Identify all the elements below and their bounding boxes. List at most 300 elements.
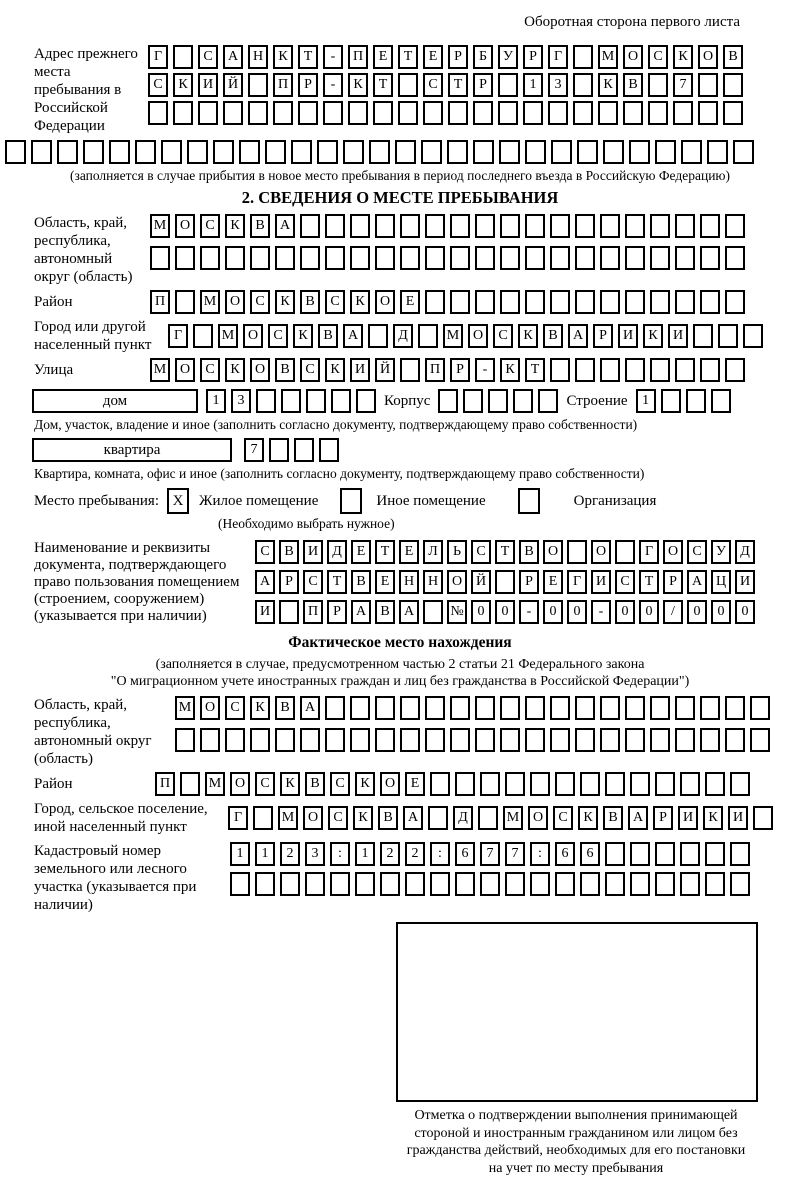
form-cell[interactable]: К <box>578 806 598 830</box>
form-cell[interactable] <box>625 214 645 238</box>
form-cell[interactable] <box>300 728 320 752</box>
form-cell[interactable]: Т <box>525 358 545 382</box>
form-cell[interactable] <box>375 696 395 720</box>
form-cell[interactable] <box>213 140 234 164</box>
form-cell[interactable]: 7 <box>505 842 525 866</box>
form-cell[interactable] <box>398 101 418 125</box>
form-cell[interactable]: Р <box>653 806 673 830</box>
form-cell[interactable]: О <box>380 772 400 796</box>
form-cell[interactable]: С <box>553 806 573 830</box>
form-cell[interactable] <box>300 246 320 270</box>
form-cell[interactable] <box>630 842 650 866</box>
form-cell[interactable]: У <box>711 540 731 564</box>
form-cell[interactable] <box>150 246 170 270</box>
form-cell[interactable]: Т <box>495 540 515 564</box>
form-cell[interactable] <box>330 872 350 896</box>
form-cell[interactable]: О <box>225 290 245 314</box>
form-cell[interactable] <box>317 140 338 164</box>
form-cell[interactable]: И <box>618 324 638 348</box>
form-cell[interactable] <box>650 246 670 270</box>
form-cell[interactable] <box>423 101 443 125</box>
form-cell[interactable]: 0 <box>687 600 707 624</box>
form-cell[interactable]: И <box>198 73 218 97</box>
form-cell[interactable] <box>248 73 268 97</box>
form-cell[interactable] <box>281 389 301 413</box>
form-cell[interactable]: М <box>278 806 298 830</box>
form-cell[interactable] <box>405 872 425 896</box>
form-cell[interactable]: Н <box>423 570 443 594</box>
form-cell[interactable]: - <box>519 600 539 624</box>
form-cell[interactable] <box>577 140 598 164</box>
form-cell[interactable] <box>180 772 200 796</box>
form-cell[interactable]: А <box>300 696 320 720</box>
form-cell[interactable]: К <box>500 358 520 382</box>
form-cell[interactable]: Р <box>279 570 299 594</box>
form-cell[interactable] <box>400 246 420 270</box>
form-cell[interactable]: Г <box>168 324 188 348</box>
form-cell[interactable]: С <box>328 806 348 830</box>
form-cell[interactable] <box>573 45 593 69</box>
form-cell[interactable] <box>498 101 518 125</box>
form-cell[interactable]: О <box>623 45 643 69</box>
form-cell[interactable] <box>680 772 700 796</box>
form-cell[interactable]: С <box>255 772 275 796</box>
form-cell[interactable] <box>500 246 520 270</box>
form-cell[interactable]: К <box>173 73 193 97</box>
form-cell[interactable]: В <box>519 540 539 564</box>
form-cell[interactable] <box>275 246 295 270</box>
form-cell[interactable]: Д <box>327 540 347 564</box>
form-cell[interactable]: М <box>205 772 225 796</box>
form-cell[interactable] <box>673 101 693 125</box>
form-cell[interactable]: А <box>628 806 648 830</box>
form-cell[interactable]: 0 <box>711 600 731 624</box>
form-cell[interactable]: О <box>375 290 395 314</box>
form-cell[interactable] <box>83 140 104 164</box>
form-cell[interactable]: М <box>200 290 220 314</box>
form-cell[interactable]: Р <box>519 570 539 594</box>
form-cell[interactable]: О <box>243 324 263 348</box>
form-cell[interactable] <box>319 438 339 462</box>
form-cell[interactable] <box>500 728 520 752</box>
form-cell[interactable] <box>423 600 443 624</box>
form-cell[interactable] <box>675 358 695 382</box>
form-cell[interactable] <box>369 140 390 164</box>
form-cell[interactable]: К <box>273 45 293 69</box>
form-cell[interactable] <box>500 696 520 720</box>
form-cell[interactable] <box>300 214 320 238</box>
form-cell[interactable]: П <box>303 600 323 624</box>
form-cell[interactable]: № <box>447 600 467 624</box>
form-cell[interactable] <box>680 842 700 866</box>
form-cell[interactable] <box>555 772 575 796</box>
form-cell[interactable]: О <box>230 772 250 796</box>
form-cell[interactable] <box>400 728 420 752</box>
form-cell[interactable]: Т <box>373 73 393 97</box>
form-cell[interactable] <box>368 324 388 348</box>
form-cell[interactable]: Г <box>567 570 587 594</box>
form-cell[interactable]: И <box>350 358 370 382</box>
form-cell[interactable]: В <box>275 358 295 382</box>
form-cell[interactable]: В <box>623 73 643 97</box>
form-cell[interactable] <box>681 140 702 164</box>
form-cell[interactable]: Т <box>298 45 318 69</box>
form-cell[interactable]: Д <box>453 806 473 830</box>
form-cell[interactable]: Б <box>473 45 493 69</box>
form-cell[interactable]: : <box>530 842 550 866</box>
form-cell[interactable] <box>707 140 728 164</box>
form-cell[interactable] <box>523 101 543 125</box>
form-cell[interactable] <box>550 728 570 752</box>
form-cell[interactable]: К <box>598 73 618 97</box>
form-cell[interactable]: О <box>447 570 467 594</box>
form-cell[interactable] <box>575 214 595 238</box>
form-cell[interactable]: Е <box>400 290 420 314</box>
form-cell[interactable] <box>550 290 570 314</box>
form-cell[interactable] <box>198 101 218 125</box>
form-cell[interactable] <box>425 214 445 238</box>
form-cell[interactable] <box>650 696 670 720</box>
form-cell[interactable] <box>600 214 620 238</box>
form-cell[interactable] <box>650 358 670 382</box>
form-cell[interactable] <box>723 73 743 97</box>
form-cell[interactable]: О <box>250 358 270 382</box>
form-cell[interactable] <box>505 772 525 796</box>
form-cell[interactable] <box>700 358 720 382</box>
form-cell[interactable] <box>580 872 600 896</box>
form-cell[interactable] <box>475 214 495 238</box>
form-cell[interactable]: / <box>663 600 683 624</box>
form-cell[interactable]: О <box>591 540 611 564</box>
form-cell[interactable] <box>350 246 370 270</box>
form-cell[interactable] <box>550 214 570 238</box>
form-cell[interactable] <box>725 696 745 720</box>
form-cell[interactable] <box>675 728 695 752</box>
form-cell[interactable]: Т <box>327 570 347 594</box>
form-cell[interactable] <box>398 73 418 97</box>
form-cell[interactable] <box>625 290 645 314</box>
form-cell[interactable]: Е <box>351 540 371 564</box>
form-cell[interactable] <box>750 728 770 752</box>
form-cell[interactable] <box>725 214 745 238</box>
form-cell[interactable] <box>425 696 445 720</box>
form-cell[interactable] <box>400 358 420 382</box>
form-cell[interactable]: И <box>735 570 755 594</box>
form-cell[interactable]: К <box>643 324 663 348</box>
form-cell[interactable] <box>655 842 675 866</box>
form-cell[interactable] <box>450 290 470 314</box>
form-cell[interactable] <box>498 73 518 97</box>
form-cell[interactable] <box>600 358 620 382</box>
form-cell[interactable] <box>573 73 593 97</box>
form-cell[interactable]: А <box>343 324 363 348</box>
form-cell[interactable] <box>223 101 243 125</box>
form-cell[interactable]: С <box>471 540 491 564</box>
form-cell[interactable] <box>373 101 393 125</box>
form-cell[interactable]: 6 <box>555 842 575 866</box>
form-cell[interactable] <box>700 246 720 270</box>
form-cell[interactable] <box>355 872 375 896</box>
form-cell[interactable] <box>630 872 650 896</box>
form-cell[interactable]: В <box>351 570 371 594</box>
form-cell[interactable]: Е <box>375 570 395 594</box>
form-cell[interactable]: В <box>378 806 398 830</box>
form-cell[interactable] <box>425 290 445 314</box>
form-cell[interactable]: О <box>468 324 488 348</box>
form-cell[interactable] <box>298 101 318 125</box>
form-cell[interactable]: - <box>323 73 343 97</box>
form-cell[interactable]: О <box>543 540 563 564</box>
form-cell[interactable] <box>5 140 26 164</box>
form-cell[interactable]: 2 <box>280 842 300 866</box>
form-cell[interactable]: К <box>225 214 245 238</box>
form-cell[interactable]: 1 <box>523 73 543 97</box>
form-cell[interactable] <box>573 101 593 125</box>
form-cell[interactable]: Ь <box>447 540 467 564</box>
form-cell[interactable] <box>629 140 650 164</box>
form-cell[interactable] <box>625 728 645 752</box>
form-cell[interactable]: К <box>673 45 693 69</box>
residential-checkbox[interactable]: X <box>167 488 189 514</box>
form-cell[interactable]: Г <box>148 45 168 69</box>
form-cell[interactable]: П <box>150 290 170 314</box>
form-cell[interactable] <box>475 290 495 314</box>
form-cell[interactable]: М <box>150 358 170 382</box>
form-cell[interactable] <box>256 389 276 413</box>
form-cell[interactable]: К <box>518 324 538 348</box>
form-cell[interactable]: В <box>279 540 299 564</box>
form-cell[interactable] <box>575 290 595 314</box>
form-cell[interactable]: Г <box>639 540 659 564</box>
form-cell[interactable]: - <box>323 45 343 69</box>
form-cell[interactable] <box>175 246 195 270</box>
form-cell[interactable] <box>686 389 706 413</box>
form-cell[interactable]: Л <box>423 540 443 564</box>
form-cell[interactable] <box>700 696 720 720</box>
form-cell[interactable]: Н <box>399 570 419 594</box>
form-cell[interactable] <box>488 389 508 413</box>
form-cell[interactable]: 6 <box>455 842 475 866</box>
form-cell[interactable]: 1 <box>230 842 250 866</box>
form-cell[interactable]: 0 <box>639 600 659 624</box>
form-cell[interactable]: С <box>325 290 345 314</box>
form-cell[interactable] <box>473 101 493 125</box>
form-cell[interactable] <box>600 246 620 270</box>
form-cell[interactable] <box>575 728 595 752</box>
form-cell[interactable]: 6 <box>580 842 600 866</box>
form-cell[interactable] <box>225 246 245 270</box>
form-cell[interactable] <box>428 806 448 830</box>
form-cell[interactable]: В <box>723 45 743 69</box>
form-cell[interactable]: С <box>255 540 275 564</box>
form-cell[interactable] <box>343 140 364 164</box>
form-cell[interactable] <box>555 872 575 896</box>
form-cell[interactable] <box>250 246 270 270</box>
form-cell[interactable] <box>57 140 78 164</box>
form-cell[interactable]: Т <box>448 73 468 97</box>
form-cell[interactable] <box>463 389 483 413</box>
form-cell[interactable]: 3 <box>231 389 251 413</box>
form-cell[interactable] <box>615 540 635 564</box>
form-cell[interactable]: М <box>218 324 238 348</box>
form-cell[interactable] <box>480 872 500 896</box>
form-cell[interactable] <box>173 101 193 125</box>
form-cell[interactable] <box>438 389 458 413</box>
form-cell[interactable] <box>430 872 450 896</box>
form-cell[interactable]: Г <box>548 45 568 69</box>
form-cell[interactable] <box>530 872 550 896</box>
form-cell[interactable] <box>475 696 495 720</box>
form-cell[interactable]: М <box>150 214 170 238</box>
form-cell[interactable]: С <box>423 73 443 97</box>
form-cell[interactable]: М <box>175 696 195 720</box>
form-cell[interactable] <box>575 358 595 382</box>
form-cell[interactable]: - <box>591 600 611 624</box>
form-cell[interactable]: Й <box>471 570 491 594</box>
form-cell[interactable] <box>705 842 725 866</box>
form-cell[interactable] <box>193 324 213 348</box>
form-cell[interactable] <box>306 389 326 413</box>
form-cell[interactable] <box>380 872 400 896</box>
form-cell[interactable] <box>525 728 545 752</box>
form-cell[interactable] <box>325 728 345 752</box>
form-cell[interactable] <box>711 389 731 413</box>
form-cell[interactable] <box>753 806 773 830</box>
form-cell[interactable] <box>548 101 568 125</box>
form-cell[interactable] <box>725 358 745 382</box>
form-cell[interactable]: Е <box>373 45 393 69</box>
form-cell[interactable] <box>350 728 370 752</box>
form-cell[interactable] <box>395 140 416 164</box>
form-cell[interactable] <box>567 540 587 564</box>
form-cell[interactable] <box>661 389 681 413</box>
form-cell[interactable] <box>538 389 558 413</box>
form-cell[interactable] <box>550 246 570 270</box>
form-cell[interactable]: С <box>648 45 668 69</box>
form-cell[interactable] <box>480 772 500 796</box>
form-cell[interactable] <box>730 842 750 866</box>
form-cell[interactable]: 0 <box>735 600 755 624</box>
form-cell[interactable] <box>600 290 620 314</box>
form-cell[interactable]: А <box>351 600 371 624</box>
form-cell[interactable]: А <box>255 570 275 594</box>
form-cell[interactable] <box>730 872 750 896</box>
form-cell[interactable] <box>325 696 345 720</box>
form-cell[interactable]: Р <box>663 570 683 594</box>
form-cell[interactable]: Г <box>228 806 248 830</box>
form-cell[interactable] <box>730 772 750 796</box>
form-cell[interactable] <box>200 728 220 752</box>
form-cell[interactable]: : <box>430 842 450 866</box>
form-cell[interactable]: 2 <box>405 842 425 866</box>
form-cell[interactable] <box>725 246 745 270</box>
form-cell[interactable]: Р <box>448 45 468 69</box>
form-cell[interactable] <box>448 101 468 125</box>
form-cell[interactable] <box>269 438 289 462</box>
form-cell[interactable]: Т <box>398 45 418 69</box>
form-cell[interactable]: С <box>303 570 323 594</box>
form-cell[interactable]: И <box>678 806 698 830</box>
form-cell[interactable] <box>623 101 643 125</box>
form-cell[interactable]: Р <box>473 73 493 97</box>
form-cell[interactable] <box>273 101 293 125</box>
form-cell[interactable]: К <box>348 73 368 97</box>
form-cell[interactable]: В <box>375 600 395 624</box>
form-cell[interactable] <box>291 140 312 164</box>
form-cell[interactable]: Е <box>405 772 425 796</box>
form-cell[interactable] <box>700 290 720 314</box>
form-cell[interactable] <box>718 324 738 348</box>
form-cell[interactable]: И <box>255 600 275 624</box>
form-cell[interactable]: Е <box>423 45 443 69</box>
form-cell[interactable]: В <box>250 214 270 238</box>
form-cell[interactable] <box>323 101 343 125</box>
form-cell[interactable] <box>700 214 720 238</box>
form-cell[interactable] <box>400 214 420 238</box>
form-cell[interactable] <box>525 140 546 164</box>
form-cell[interactable] <box>250 728 270 752</box>
form-cell[interactable]: 1 <box>355 842 375 866</box>
form-cell[interactable] <box>675 696 695 720</box>
form-cell[interactable] <box>598 101 618 125</box>
organization-checkbox[interactable] <box>518 488 540 514</box>
form-cell[interactable] <box>248 101 268 125</box>
form-cell[interactable]: С <box>300 358 320 382</box>
form-cell[interactable] <box>675 246 695 270</box>
form-cell[interactable] <box>525 290 545 314</box>
form-cell[interactable]: Д <box>735 540 755 564</box>
form-cell[interactable]: - <box>475 358 495 382</box>
form-cell[interactable]: Р <box>523 45 543 69</box>
form-cell[interactable] <box>655 872 675 896</box>
form-cell[interactable] <box>375 246 395 270</box>
form-cell[interactable] <box>625 696 645 720</box>
form-cell[interactable] <box>425 728 445 752</box>
form-cell[interactable] <box>550 696 570 720</box>
form-cell[interactable] <box>698 73 718 97</box>
form-cell[interactable]: С <box>493 324 513 348</box>
form-cell[interactable]: 3 <box>305 842 325 866</box>
form-cell[interactable]: О <box>528 806 548 830</box>
form-cell[interactable]: С <box>615 570 635 594</box>
form-cell[interactable] <box>655 140 676 164</box>
form-cell[interactable]: А <box>568 324 588 348</box>
form-cell[interactable]: С <box>200 358 220 382</box>
form-cell[interactable]: С <box>225 696 245 720</box>
form-cell[interactable] <box>650 728 670 752</box>
form-cell[interactable]: К <box>350 290 370 314</box>
form-cell[interactable] <box>625 246 645 270</box>
form-cell[interactable] <box>348 101 368 125</box>
form-cell[interactable] <box>325 214 345 238</box>
form-cell[interactable]: П <box>273 73 293 97</box>
form-cell[interactable] <box>705 772 725 796</box>
form-cell[interactable]: Р <box>327 600 347 624</box>
form-cell[interactable] <box>425 246 445 270</box>
form-cell[interactable] <box>253 806 273 830</box>
form-cell[interactable] <box>625 358 645 382</box>
form-cell[interactable] <box>513 389 533 413</box>
form-cell[interactable]: И <box>728 806 748 830</box>
form-cell[interactable] <box>225 728 245 752</box>
form-cell[interactable] <box>750 696 770 720</box>
form-cell[interactable] <box>650 290 670 314</box>
form-cell[interactable] <box>135 140 156 164</box>
form-cell[interactable] <box>680 872 700 896</box>
form-cell[interactable] <box>705 872 725 896</box>
form-cell[interactable]: С <box>200 214 220 238</box>
form-cell[interactable]: Е <box>399 540 419 564</box>
